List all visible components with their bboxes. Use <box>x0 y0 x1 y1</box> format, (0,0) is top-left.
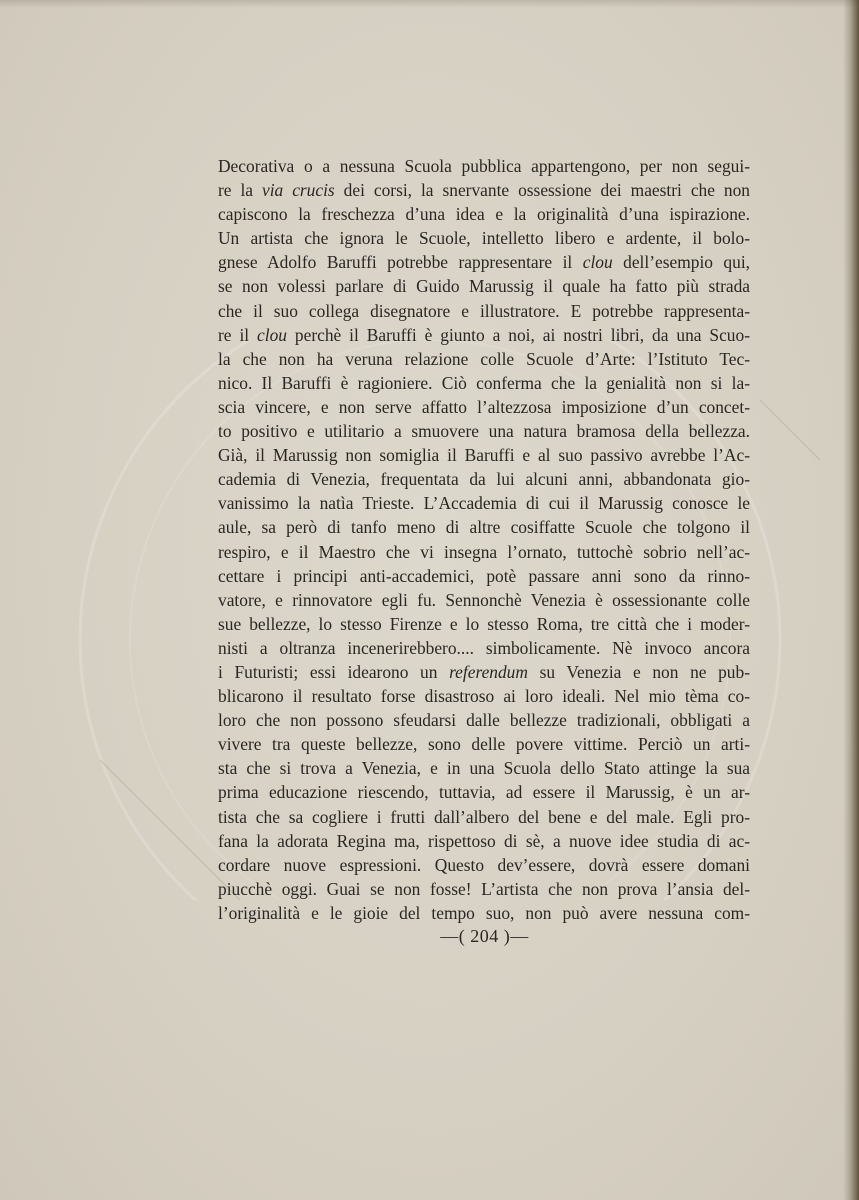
text-run: vanissimo la natìa Trieste. L’Accademia di cui il Marussig conosce le <box>218 493 750 514</box>
text-line <box>218 154 750 178</box>
text-run: nisti a oltranza incenerirebbero.... simbolicamente. Nè invoco ancora <box>218 637 750 658</box>
text-run: tista che sa cogliere i frutti dall’albero del bene e del male. Egli pro- <box>218 806 750 827</box>
text-run: la che non ha veruna relazione colle Scuole d’Arte: l’Istituto Tec- <box>218 348 750 369</box>
italic-text-run: clou <box>257 324 287 345</box>
italic-text-run: clou <box>582 252 613 273</box>
text-run: loro che non possono sfeudarsi dalle bellezze tradizionali, obbligati a <box>218 710 750 731</box>
text-run: sta che si trova a Venezia, e in una Scuola dello Stato attinge la sua <box>218 758 750 779</box>
text-line <box>218 708 750 732</box>
text-run: Un artista che ignora le Scuole, intelletto libero e ardente, il bolo- <box>218 228 750 249</box>
text-run: vivere tra queste bellezze, sono delle povere vittime. Perciò un arti- <box>218 734 750 755</box>
text-run: piucchè oggi. Guai se non fosse! L’artista che non prova l’ansia del- <box>218 878 750 899</box>
text-run: gnese Adolfo Baruffi potrebbe rappresentare il <box>218 252 583 273</box>
text-run: capiscono la freschezza d’una idea e la originalità d’una ispirazione. <box>218 204 750 225</box>
text-line <box>218 829 750 853</box>
text-line <box>218 274 750 298</box>
text-line <box>218 178 750 202</box>
text-run: blicarono il resultato forse disastroso ai loro ideali. Nel mio tèma co- <box>218 686 750 707</box>
page-number: —( 204 )— <box>440 926 529 946</box>
text-line <box>218 660 750 684</box>
text-line <box>218 491 750 515</box>
text-line <box>218 347 750 371</box>
text-run: Già, il Marussig non somiglia il Baruffi e al suo passivo avrebbe l’Ac- <box>218 445 750 466</box>
text-run: fana la adorata Regina ma, rispettoso di sè, a nuove idee studia di ac- <box>218 830 750 851</box>
text-line <box>218 684 750 708</box>
text-line <box>218 299 750 323</box>
text-line <box>218 467 750 491</box>
text-run: prima educazione riescendo, tuttavia, ad essere il Marussig, è un ar- <box>218 782 750 803</box>
text-run: aule, sa però di tanfo meno di altre cosiffatte Scuole che tolgono il <box>218 517 750 538</box>
text-line <box>218 515 750 539</box>
text-run: sue bellezze, lo stesso Firenze e lo stesso Roma, tre città che i moder- <box>218 613 750 634</box>
text-line <box>218 732 750 756</box>
text-line <box>218 756 750 780</box>
text-run: l’originalità e le gioie del tempo suo, non può avere nessuna com- <box>218 902 750 923</box>
text-run: se non volessi parlare di Guido Marussig il quale ha fatto più strada <box>218 276 750 297</box>
text-run: vatore, e rinnovatore egli fu. Sennonchè Venezia è ossessionante colle <box>218 589 750 610</box>
text-line <box>218 443 750 467</box>
text-line <box>218 853 750 877</box>
text-line <box>218 877 750 901</box>
text-line <box>218 612 750 636</box>
text-run: su Venezia e non ne pub- <box>527 661 750 682</box>
text-line <box>218 564 750 588</box>
text-line <box>218 250 750 274</box>
text-line <box>218 395 750 419</box>
text-run: scia vincere, e non serve affatto l’altezzosa imposizione d’un concet- <box>218 396 750 417</box>
body-text <box>218 154 750 925</box>
text-run: cettare i principi anti-accademici, potè passare anni sono da rinno- <box>218 565 750 586</box>
text-line <box>218 419 750 443</box>
text-line <box>218 540 750 564</box>
text-line <box>218 371 750 395</box>
text-line <box>218 636 750 660</box>
text-run: che il suo collega disegnatore e illustratore. E potrebbe rappresenta- <box>218 300 750 321</box>
text-run: re il <box>218 324 258 345</box>
text-run: cademia di Venezia, frequentata da lui alcuni anni, abbandonata gio- <box>218 469 750 490</box>
text-run: perchè il Baruffi è giunto a noi, ai nostri libri, da una Scuo- <box>286 324 750 345</box>
text-run: i Futuristi; essi idearono un <box>218 661 450 682</box>
italic-text-run: via crucis <box>261 180 335 201</box>
text-run: cordare nuove espressioni. Questo dev’essere, dovrà essere domani <box>218 854 750 875</box>
text-run: to positivo e utilitario a smuovere una natura bramosa della bellezza. <box>218 421 750 442</box>
text-line <box>218 588 750 612</box>
text-run: nico. Il Baruffi è ragioniere. Ciò conferma che la genialità non si la- <box>218 372 750 393</box>
text-line <box>218 780 750 804</box>
page-top-shadow <box>0 0 859 8</box>
text-run: re la <box>218 180 262 201</box>
text-line <box>218 901 750 925</box>
text-line <box>218 226 750 250</box>
text-line <box>218 805 750 829</box>
text-line <box>218 202 750 226</box>
page-spine-shadow <box>843 0 859 1200</box>
text-run: dei corsi, la snervante ossessione dei maestri che non <box>334 180 750 201</box>
text-run: respiro, e il Maestro che vi insegna l’ornato, tuttochè sobrio nell’ac- <box>218 541 750 562</box>
italic-text-run: referendum <box>449 661 528 682</box>
text-line <box>218 323 750 347</box>
text-run: dell’esempio qui, <box>612 252 750 273</box>
text-run: Decorativa o a nessuna Scuola pubblica appartengono, per non segui- <box>218 156 750 176</box>
